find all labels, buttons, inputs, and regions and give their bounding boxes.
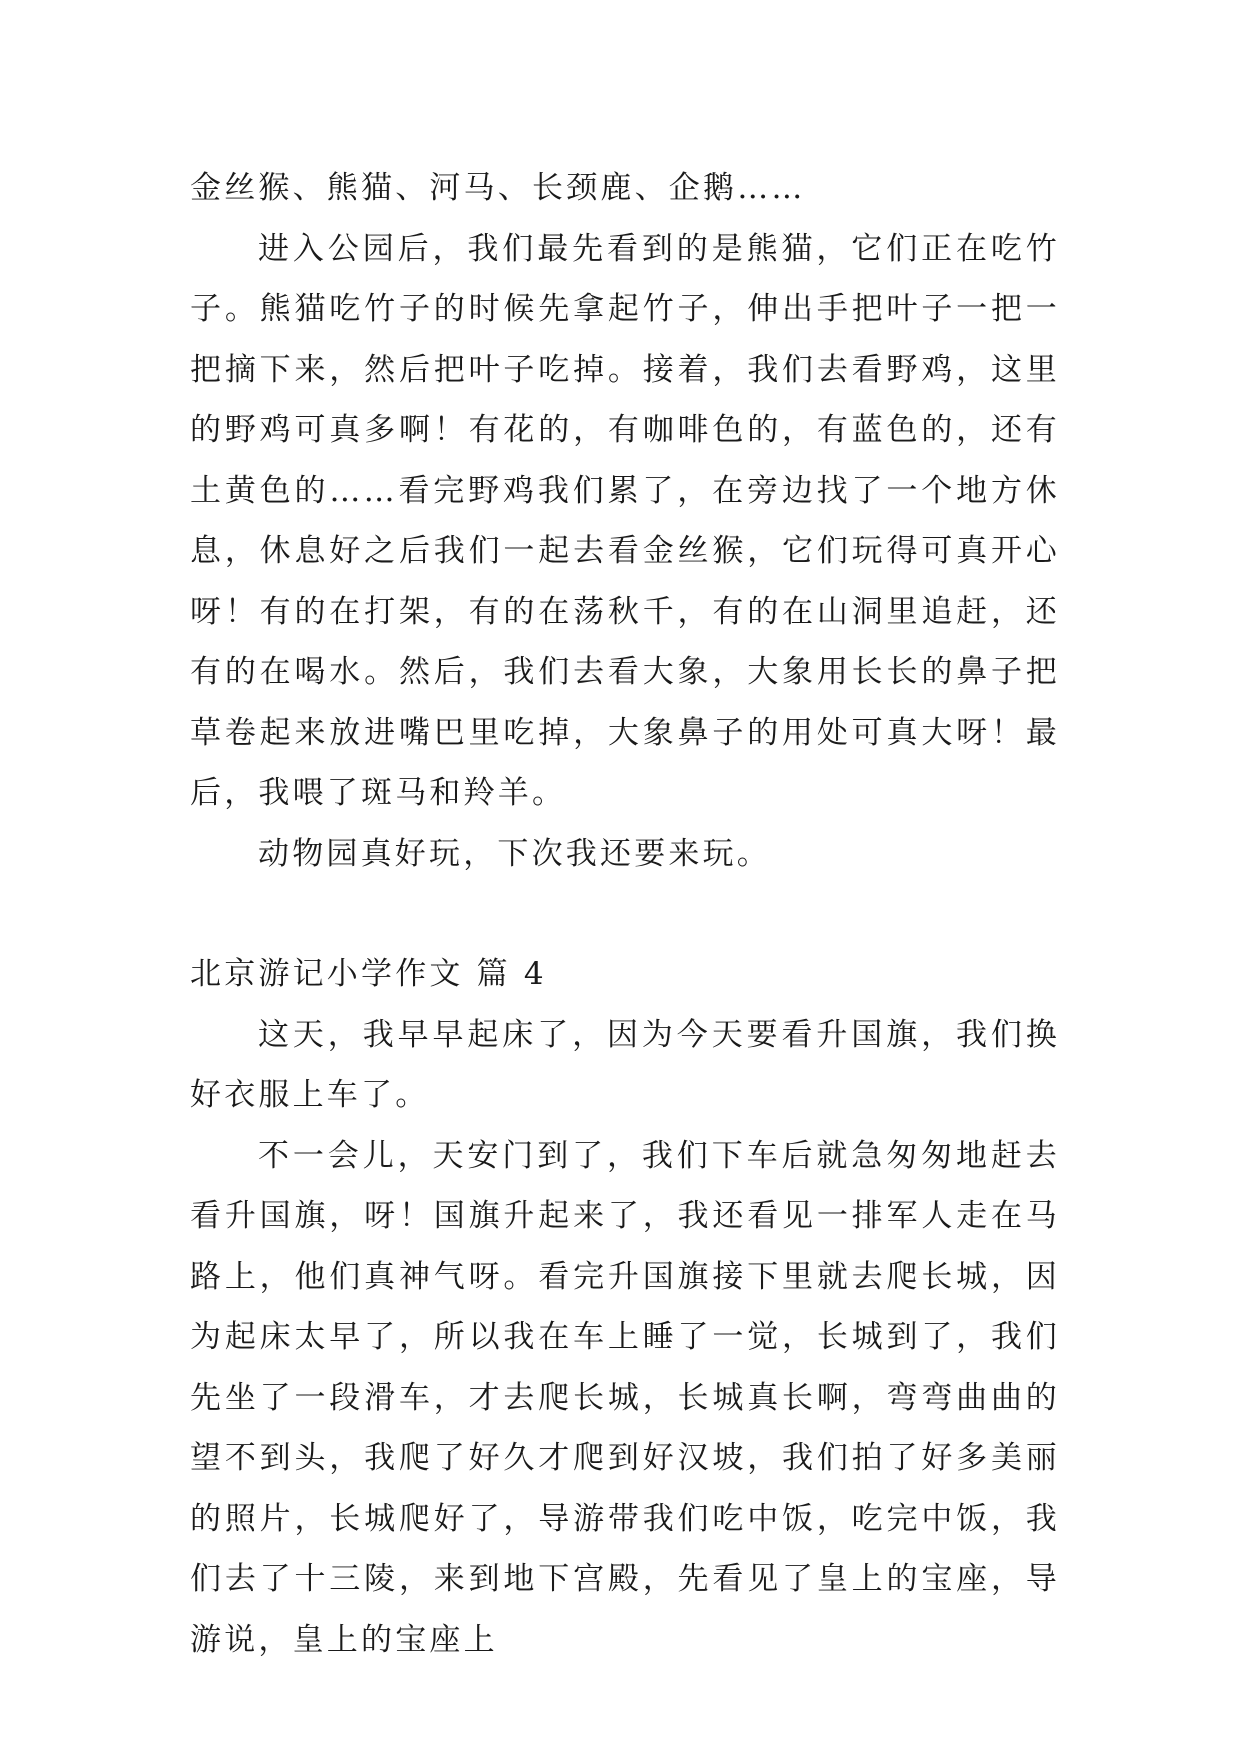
section-gap	[190, 884, 1060, 944]
section-heading: 北京游记小学作文 篇 4	[190, 956, 547, 992]
paragraph-zoo-visit: 进入公园后，我们最先看到的是熊猫，它们正在吃竹子。熊猫吃竹子的时候先拿起竹子，伸出手把叶子一把一把摘下来，然后把叶子吃掉。接着，我们去看野鸡，这里的野鸡可真多啊！有花的，有咖啡色的，有蓝色的，还有土黄色的……看完野鸡我们累了，在旁边找了一个地方休息，休息好之后我们一起去看金丝猴，它们玩得可真开心呀！有的在打架，有的在荡秋千，有的在山洞里追赶，还有的在喝水。然后，我们去看大象，大象用长长的鼻子把草卷起来放进嘴巴里吃掉，大象鼻子的用处可真大呀！最后，我喂了斑马和羚羊。	[190, 230, 1060, 811]
document-body	[190, 158, 1060, 1670]
paragraph-animal-list: 金丝猴、熊猫、河马、长颈鹿、企鹅……	[190, 170, 806, 206]
paragraph-tiananmen-great-wall: 不一会儿，天安门到了，我们下车后就急匆匆地赶去看升国旗，呀！国旗升起来了，我还看见一排军人走在马路上，他们真神气呀。看完升国旗接下里就去爬长城，因为起床太早了，所以我在车上睡了一觉，长城到了，我们先坐了一段滑车，才去爬长城，长城真长啊，弯弯曲曲的望不到头，我爬了好久才爬到好汉坡，我们拍了好多美丽的照片，长城爬好了，导游带我们吃中饭，吃完中饭，我们去了十三陵，来到地下宫殿，先看见了皇上的宝座，导游说，皇上的宝座上	[190, 1137, 1060, 1658]
paragraph-zoo-conclusion: 动物园真好玩，下次我还要来玩。	[258, 835, 771, 872]
paragraph-morning: 这天，我早早起床了，因为今天要看升国旗，我们换好衣服上车了。	[190, 1016, 1060, 1113]
